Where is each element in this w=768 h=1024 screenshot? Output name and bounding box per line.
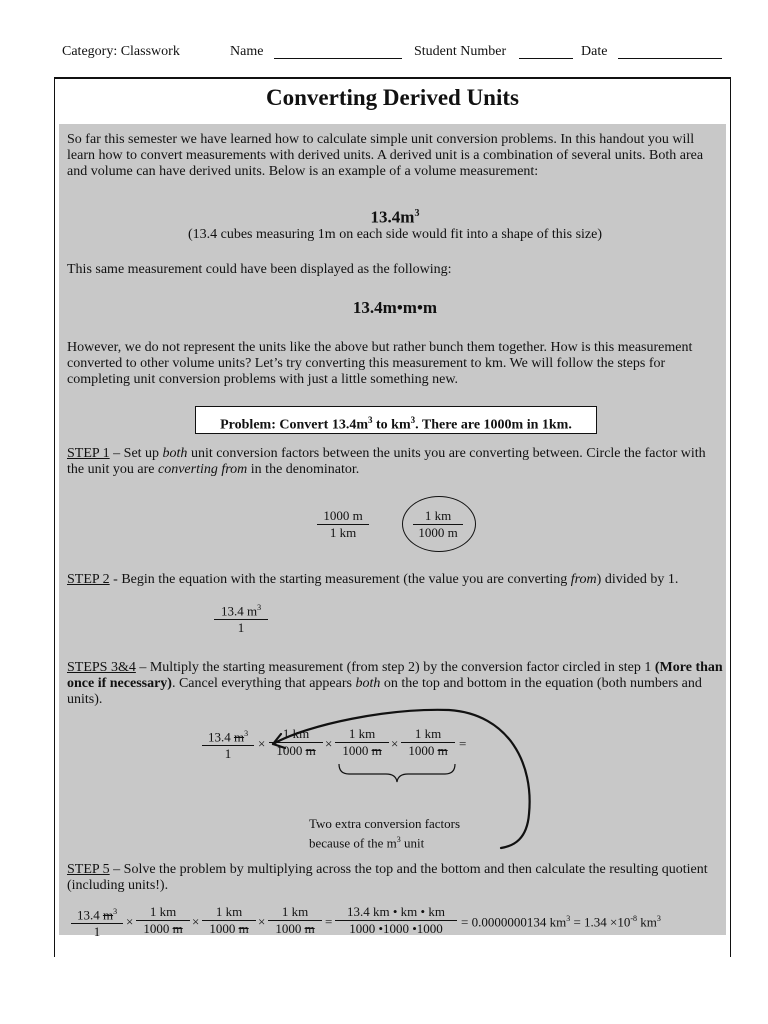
eq5-factor-2-num: 1 km <box>202 904 256 921</box>
steps34-bold: (More than once if necessary) <box>67 660 723 691</box>
date-field[interactable] <box>618 44 722 59</box>
eq34-start-num: 13.4 $m^3$ <box>202 726 254 746</box>
eq5-equals: = <box>325 914 333 929</box>
brace-note-line2-end: unit <box>400 835 425 851</box>
measurement-exponent: 3 <box>414 208 420 219</box>
step1-text-b: unit conversion factors between the units you are converting between. Circle the factor with the unit you are <box>67 446 706 477</box>
measurement-value: 13.4m <box>370 207 415 227</box>
page-title: Converting Derived Units <box>266 85 519 110</box>
problem-exp-2: 3 <box>410 415 416 425</box>
eq34-factor-1-den-value: 1000 <box>276 743 303 758</box>
eq34-times-3: × <box>391 736 399 751</box>
curved-arrow <box>273 710 530 851</box>
factor-km-per-m-den: 1000 m <box>418 525 458 540</box>
eq5-result-sci-exp: -8 <box>630 914 638 923</box>
start-num-text: 13.4 m <box>220 603 258 619</box>
problem-text-c: . There are 1000m in 1km. <box>415 417 572 433</box>
eq5-result-decimal: = 0.0000000134 km <box>461 914 567 930</box>
eq5-factor-2-den-unit: m <box>238 921 249 936</box>
expanded-measurement: 13.4m•m•m <box>352 298 438 317</box>
problem-text-b: to km <box>372 417 411 433</box>
eq34-factor-3-den-unit: m <box>437 743 448 758</box>
starting-measurement-den: 1 <box>237 620 245 636</box>
name-label: Name <box>230 44 264 59</box>
same-measurement-text: This same measurement could have been displayed as the following: <box>67 262 452 277</box>
eq5-factor-1-den-unit: m <box>172 921 183 936</box>
eq5-result-exp-1: 3 <box>566 914 571 923</box>
eq5-start-den: 1 <box>93 924 101 940</box>
eq5-factor-3-den-value: 1000 <box>275 921 302 936</box>
eq5-product-num: 13.4 km • km • km <box>335 904 457 921</box>
steps34-text-b: . Cancel everything that appears <box>171 676 356 691</box>
worksheet-header <box>62 44 726 64</box>
eq34-factor-2-den-unit: m <box>371 743 382 758</box>
step5-label: STEP 5 <box>67 862 110 877</box>
name-field[interactable] <box>274 44 402 59</box>
measurement-caption: (13.4 cubes measuring 1m on each side would fit into a shape of this size) <box>187 227 603 242</box>
eq34-times-2: × <box>325 736 333 751</box>
step1-text-c: in the denominator. <box>247 462 360 477</box>
factor-m-per-km-den: 1 km <box>329 525 357 540</box>
date-label: Date <box>581 44 608 59</box>
eq34-start-exp: 3 <box>244 729 249 738</box>
eq5-times-3: × <box>258 914 266 929</box>
eq34-factor-1-num: 1 km <box>269 726 323 743</box>
step1-label: STEP 1 <box>67 446 110 461</box>
eq5-factor-1-num: 1 km <box>136 904 190 921</box>
steps34-text-c: on the top and bottom in the equation (both numbers and units). <box>67 676 702 707</box>
step1-text-a: – Set up <box>109 446 163 461</box>
steps34-label: STEPS 3&4 <box>67 660 136 675</box>
content-panel <box>59 124 726 940</box>
step2-label: STEP 2 <box>67 572 110 587</box>
eq5-factor-3-num: 1 km <box>268 904 322 921</box>
eq5-product-den: 1000 •1000 •1000 <box>349 921 443 936</box>
eq5-start-exp: 3 <box>113 907 118 916</box>
step2-text-b: ) divided by 1. <box>596 572 679 587</box>
eq5-result-unit: km <box>637 914 657 930</box>
eq5-start-unit-cancelled: m <box>102 907 114 923</box>
category-label: Category: Classwork <box>62 44 180 59</box>
eq5-result-sci: = 1.34 ×10 <box>570 914 631 930</box>
eq5-start-num: 13.4 $m^3$ <box>71 904 123 924</box>
step2-from: from <box>570 572 597 587</box>
brace-note-line1: Two extra conversion factors <box>309 816 461 831</box>
problem-text-a: Problem: Convert 13.4m <box>220 417 368 433</box>
eq34-factor-1-den-unit: m <box>305 743 316 758</box>
eq34-start-den: 1 <box>224 746 232 762</box>
eq34-factor-3-num: 1 km <box>401 726 455 743</box>
student-number-label: Student Number <box>414 44 507 59</box>
eq34-equals: = <box>459 736 467 751</box>
eq5-result-exp-2: 3 <box>656 914 661 923</box>
step1-from: converting from <box>157 462 248 477</box>
eq5-factor-2-den-value: 1000 <box>209 921 236 936</box>
eq34-factor-2-den-value: 1000 <box>342 743 369 758</box>
start-num-exp: 3 <box>257 603 262 612</box>
eq5-times-1: × <box>126 914 134 929</box>
curly-brace <box>339 764 455 782</box>
brace-note-exp: 3 <box>396 835 401 844</box>
brace-note-line2: because of the m <box>309 835 397 851</box>
step1-both: both <box>162 446 188 461</box>
eq5-factor-1-den-value: 1000 <box>143 921 170 936</box>
student-number-field[interactable] <box>519 44 573 59</box>
annotation-overlay <box>59 124 726 935</box>
factor-m-per-km-num: 1000 m <box>317 508 369 525</box>
eq34-factor-2-num: 1 km <box>335 726 389 743</box>
step5-text-a: – Solve the problem by multiplying across the top and the bottom and then calculate the resulting quotient (including units!). <box>67 862 708 893</box>
worksheet-frame <box>54 77 731 957</box>
eq5-factor-3-den-unit: m <box>304 921 315 936</box>
eq34-factor-3-den-value: 1000 <box>408 743 435 758</box>
intro-paragraph: So far this semester we have learned how to calculate simple unit conversion problems. In this handout you will learn how to convert measurements with derived units. A derived unit is a combination of several units. Both area and volume can have derived units. Below is an example of a volume measurement: <box>67 132 704 179</box>
factor-km-per-m-num: 1 km <box>413 508 463 525</box>
step2-text-a: - Begin the equation with the starting measurement (the value you are converting <box>109 572 571 587</box>
eq5-times-2: × <box>192 914 200 929</box>
eq34-start-unit-cancelled: m <box>233 729 245 745</box>
eq34-times-1: × <box>258 736 266 751</box>
problem-exp-1: 3 <box>368 415 373 425</box>
steps34-both: both <box>355 676 381 691</box>
however-paragraph: However, we do not represent the units like the above but rather bunch them together. How is this measurement converted to other volume units? Let’s try converting this measurement to km. We will follow the steps for completing unit conversion problems with just a little something new. <box>67 340 693 387</box>
steps34-text-a: – Multiply the starting measurement (from step 2) by the conversion factor circled in step 1 <box>135 660 655 675</box>
